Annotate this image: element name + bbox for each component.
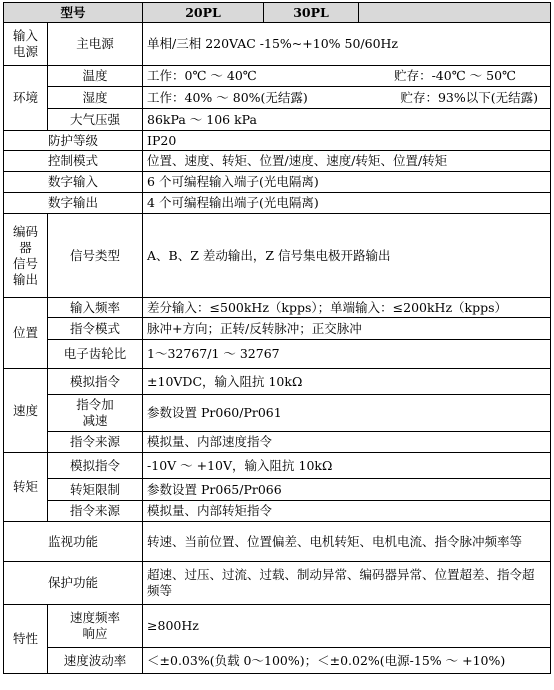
header-row bbox=[4, 3, 551, 23]
label-control-mode: 控制模式 bbox=[4, 151, 143, 172]
value-digital-output: 4 个可编程输出端子(光电隔离) bbox=[143, 193, 551, 214]
value-input-frequency: 差分输入：≤500kHz（kpps）；单端输入：≤200kHz（kpps） bbox=[143, 298, 551, 318]
group-input-power: 输入 电源 bbox=[4, 23, 48, 66]
group-speed: 速度 bbox=[4, 369, 48, 453]
label-gear-ratio: 电子齿轮比 bbox=[48, 340, 143, 369]
value-gear-ratio: 1～32767/1 ～ 32767 bbox=[143, 340, 551, 369]
value-control-mode: 位置、速度、转矩、位置/速度、速度/转矩、位置/转矩 bbox=[143, 151, 551, 172]
header-blank-cell bbox=[359, 3, 551, 23]
row-freq-response bbox=[4, 605, 551, 648]
value-speed-fluctuation: ＜±0.03%(负载 0～100%)；＜±0.02%(电源-15% ～ +10%) bbox=[143, 648, 551, 674]
value-signal-type: A、B、Z 差动输出，Z 信号集电极开路输出 bbox=[143, 214, 551, 298]
label-digital-output: 数字输出 bbox=[4, 193, 143, 214]
value-pressure: 86kPa ～ 106 kPa bbox=[143, 109, 551, 131]
model-label: 型号 bbox=[4, 3, 143, 23]
label-signal-type: 信号类型 bbox=[48, 214, 143, 298]
value-speed-source: 模拟量、内部速度指令 bbox=[143, 432, 551, 453]
humidity-operating: 工作：40% ～ 80%(无结露) bbox=[147, 89, 308, 105]
row-temperature bbox=[4, 66, 551, 87]
value-temperature bbox=[143, 66, 551, 87]
group-encoder-output: 编码 器 信号 输出 bbox=[4, 214, 48, 298]
value-humidity bbox=[143, 87, 551, 109]
humidity-storage: 贮存：93%以下(无结露) bbox=[400, 89, 539, 105]
row-torque-source bbox=[4, 501, 551, 522]
value-main-power: 单相/三相 220VAC -15%~+10% 50/60Hz bbox=[143, 23, 551, 66]
row-command-mode bbox=[4, 318, 551, 340]
label-temperature: 温度 bbox=[48, 66, 143, 87]
value-speed-analog: ±10VDC，输入阻抗 10kΩ bbox=[143, 369, 551, 395]
label-input-frequency: 输入频率 bbox=[48, 298, 143, 318]
row-speed-source bbox=[4, 432, 551, 453]
spec-table bbox=[3, 2, 551, 674]
model-30pl: 30PL bbox=[264, 3, 359, 23]
label-speed-fluctuation: 速度波动率 bbox=[48, 648, 143, 674]
row-gear-ratio bbox=[4, 340, 551, 369]
value-protection: 超速、过压、过流、过载、制动异常、编码器异常、位置超差、指令超频等 bbox=[143, 562, 551, 605]
label-freq-response: 速度频率 响应 bbox=[48, 605, 143, 648]
label-speed-analog: 模拟指令 bbox=[48, 369, 143, 395]
temperature-operating: 工作：0℃ ～ 40℃ bbox=[147, 68, 257, 83]
value-torque-source: 模拟量、内部转矩指令 bbox=[143, 501, 551, 522]
row-pressure bbox=[4, 109, 551, 131]
label-monitoring: 监视功能 bbox=[4, 522, 143, 562]
temperature-storage: 贮存：-40℃ ～ 50℃ bbox=[394, 68, 517, 83]
row-control-mode bbox=[4, 151, 551, 172]
value-accel-decel: 参数设置 Pr060/Pr061 bbox=[143, 395, 551, 432]
value-command-mode: 脉冲+方向；正转/反转脉冲；正交脉冲 bbox=[143, 318, 551, 340]
value-digital-input: 6 个可编程输入端子(光电隔离) bbox=[143, 172, 551, 193]
row-speed-analog bbox=[4, 369, 551, 395]
row-humidity bbox=[4, 87, 551, 109]
label-main-power: 主电源 bbox=[48, 23, 143, 66]
row-torque-limit bbox=[4, 479, 551, 501]
row-monitoring bbox=[4, 522, 551, 562]
label-torque-source: 指令来源 bbox=[48, 501, 143, 522]
row-protection-class bbox=[4, 131, 551, 151]
row-digital-output bbox=[4, 193, 551, 214]
value-freq-response: ≥800Hz bbox=[143, 605, 551, 648]
label-torque-analog: 模拟指令 bbox=[48, 453, 143, 479]
label-accel-decel: 指令加 减速 bbox=[48, 395, 143, 432]
label-command-mode: 指令模式 bbox=[48, 318, 143, 340]
group-characteristics: 特性 bbox=[4, 605, 48, 674]
label-digital-input: 数字输入 bbox=[4, 172, 143, 193]
value-protection-class: IP20 bbox=[143, 131, 551, 151]
value-torque-analog: -10V ～ +10V，输入阻抗 10kΩ bbox=[143, 453, 551, 479]
group-environment: 环境 bbox=[4, 66, 48, 131]
label-speed-source: 指令来源 bbox=[48, 432, 143, 453]
value-torque-limit: 参数设置 Pr065/Pr066 bbox=[143, 479, 551, 501]
label-humidity: 湿度 bbox=[48, 87, 143, 109]
row-torque-analog bbox=[4, 453, 551, 479]
row-speed-fluctuation bbox=[4, 648, 551, 674]
row-encoder-signal bbox=[4, 214, 551, 298]
row-protection bbox=[4, 562, 551, 605]
model-20pl: 20PL bbox=[143, 3, 264, 23]
label-pressure: 大气压强 bbox=[48, 109, 143, 131]
label-protection: 保护功能 bbox=[4, 562, 143, 605]
label-protection-class: 防护等级 bbox=[4, 131, 143, 151]
row-digital-input bbox=[4, 172, 551, 193]
row-input-frequency bbox=[4, 298, 551, 318]
group-position: 位置 bbox=[4, 298, 48, 369]
label-torque-limit: 转矩限制 bbox=[48, 479, 143, 501]
value-monitoring: 转速、当前位置、位置偏差、电机转矩、电机电流、指令脉冲频率等 bbox=[143, 522, 551, 562]
row-main-power bbox=[4, 23, 551, 66]
group-torque: 转矩 bbox=[4, 453, 48, 522]
row-accel-decel bbox=[4, 395, 551, 432]
